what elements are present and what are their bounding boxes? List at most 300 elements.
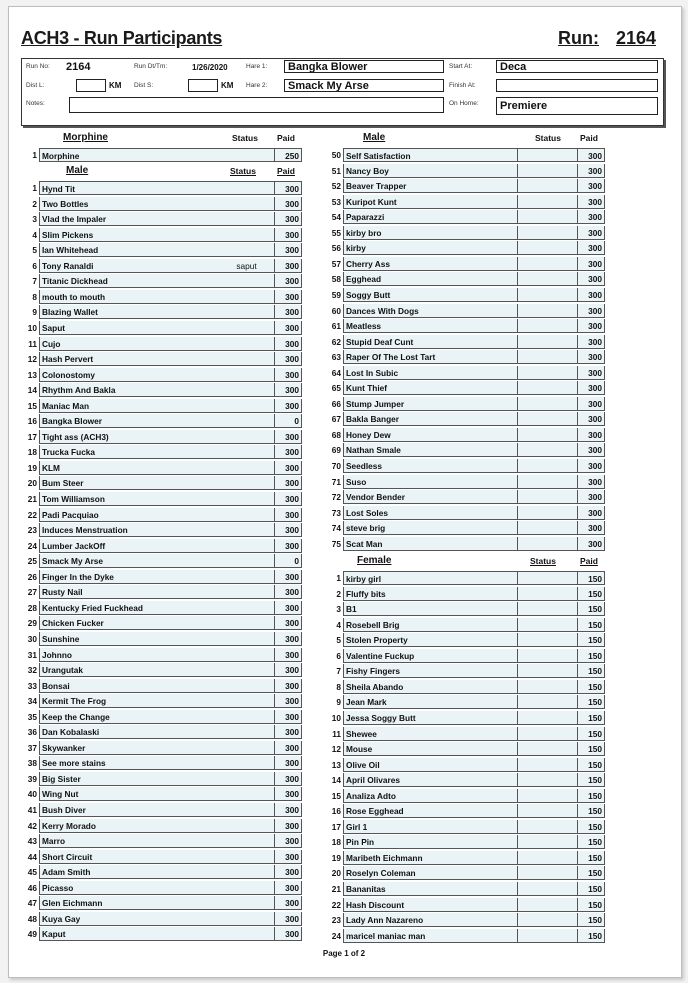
participant-row [325,571,605,586]
row-number: 69 [331,445,341,456]
participant-paid: 300 [275,492,302,506]
participant-row [21,259,302,274]
participant-status [219,756,275,770]
participant-paid: 300 [275,399,302,413]
participant-paid: 300 [578,272,605,286]
participant-paid: 300 [275,679,302,693]
participant-paid: 300 [275,850,302,864]
participant-row [325,727,605,742]
participant-paid: 300 [275,834,302,848]
participant-paid: 300 [578,428,605,442]
participant-status [518,521,578,535]
participant-row [21,850,302,865]
row-number: 38 [27,758,37,769]
row-number: 27 [27,587,37,598]
participant-row [21,414,302,429]
participant-row [325,602,605,617]
participant-status [219,570,275,584]
participant-name: Bananitas [343,882,518,896]
participant-row [21,228,302,243]
participant-name: Dances With Dogs [343,304,518,318]
participant-status [219,896,275,910]
participant-name: Lost Soles [343,506,518,520]
row-number: 12 [27,354,37,365]
participant-paid: 300 [275,508,302,522]
dist-l-label: Dist L: [26,82,45,89]
participant-row [21,601,302,616]
participant-row [325,335,605,350]
row-number: 3 [336,604,341,615]
participant-row [325,257,605,272]
participant-name: Beaver Trapper [343,179,518,193]
participant-row [325,537,605,552]
participant-status [219,352,275,366]
participant-paid: 300 [578,475,605,489]
participant-paid: 150 [578,773,605,787]
participant-paid: 300 [578,506,605,520]
row-number: 30 [27,633,37,644]
participant-name: Stolen Property [343,633,518,647]
participant-name: Hash Discount [343,898,518,912]
participant-status [518,695,578,709]
participant-status [219,865,275,879]
row-number: 9 [32,307,37,318]
participant-row [21,927,302,942]
participant-status [219,305,275,319]
row-number: 52 [331,181,341,192]
participant-paid: 150 [578,571,605,585]
participant-paid: 150 [578,587,605,601]
dist-l-value [76,79,106,92]
row-number: 43 [27,836,37,847]
row-number: 50 [331,150,341,160]
participant-row [21,383,302,398]
participant-paid: 300 [275,197,302,211]
participant-row [325,319,605,334]
participant-status [219,725,275,739]
participant-status [518,618,578,632]
participant-row [325,506,605,521]
participant-row [21,445,302,460]
participant-name: Urangutak [39,663,237,677]
participant-name: kirby bro [343,226,518,240]
row-number: 53 [331,196,341,207]
row-number: 63 [331,352,341,363]
row-number: 71 [331,476,341,487]
participant-name: Induces Menstruation [39,523,237,537]
participant-status [518,866,578,880]
row-number: 22 [331,899,341,910]
row-number: 19 [27,462,37,473]
participant-row [21,585,302,600]
participant-status [219,881,275,895]
participant-paid: 300 [275,865,302,879]
participant-paid: 150 [578,820,605,834]
participant-row [21,787,302,802]
participant-paid: 300 [275,181,302,195]
row-number: 24 [331,930,341,941]
participant-row [325,758,605,773]
participant-status [518,319,578,333]
participant-paid: 300 [578,210,605,224]
participant-row [325,898,605,913]
participant-name: Jean Mark [343,695,518,709]
participant-name: Raper Of The Lost Tart [343,350,518,364]
report-title: ACH3 - Run Participants [21,28,223,48]
participant-name: Kuripot Kunt [343,195,518,209]
male2-status-header: Status [535,133,561,143]
participant-status [518,459,578,473]
participant-name: Olive Oil [343,758,518,772]
participant-paid: 300 [275,337,302,351]
participant-name: Jessa Soggy Butt [343,711,518,725]
participant-status [518,804,578,818]
row-number: 41 [27,805,37,815]
participant-status [219,663,275,677]
participant-name: Fishy Fingers [343,664,518,678]
participant-row [325,618,605,633]
participant-paid: 300 [275,787,302,801]
participant-status [219,181,275,195]
participant-name: Skywanker [39,741,237,755]
row-number: 73 [331,507,341,518]
participant-name: Picasso [39,881,237,895]
row-number: 17 [27,431,37,442]
participant-row [325,773,605,788]
participant-row [21,663,302,678]
participant-name: Mouse [343,742,518,756]
participant-status [219,554,275,568]
participant-row [21,461,302,476]
participant-row [21,865,302,880]
participant-name: Analiza Adto [343,789,518,803]
participant-name: Meatless [343,319,518,333]
participant-paid: 300 [578,241,605,255]
row-number: 14 [331,775,341,786]
onhome-label: On Home: [449,100,479,107]
participant-paid: 300 [578,412,605,426]
participant-name: Nancy Boy [343,164,518,178]
participant-status [518,210,578,224]
participant-name: Rhythm And Bakla [39,383,237,397]
participant-status [518,179,578,193]
participant-name: Sunshine [39,632,237,646]
participant-name: Rose Egghead [343,804,518,818]
participant-name: Marro [39,834,237,848]
row-number: 20 [27,478,37,489]
participant-paid: 300 [578,366,605,380]
participant-status [219,148,275,162]
participant-name: Kermit The Frog [39,694,237,708]
finish-label: Finish At: [449,82,476,89]
row-number: 8 [336,681,341,692]
participant-name: Maniac Man [39,399,237,413]
participant-paid: 300 [275,632,302,646]
participant-name: Lady Ann Nazareno [343,913,518,927]
participant-paid: 300 [578,319,605,333]
participant-paid: 300 [275,725,302,739]
participant-name: Bangka Blower [39,414,237,428]
participant-status [518,257,578,271]
row-number: 70 [331,461,341,471]
participant-paid: 300 [275,819,302,833]
participant-name: Colonostomy [39,368,237,382]
participant-paid: 150 [578,898,605,912]
row-number: 10 [27,322,37,333]
participant-name: Padi Pacquiao [39,508,237,522]
participant-status [518,412,578,426]
participant-status [518,711,578,725]
participant-paid: 300 [578,164,605,178]
participant-status [219,445,275,459]
participant-status [219,414,275,428]
participant-row [325,179,605,194]
participant-name: Kuya Gay [39,912,237,926]
row-number: 68 [331,429,341,440]
participant-paid: 300 [275,570,302,584]
participant-paid: 150 [578,835,605,849]
participant-status [219,834,275,848]
participant-row [21,399,302,414]
row-number: 24 [27,540,37,551]
participant-name: Tight ass (ACH3) [39,430,237,444]
participant-status [518,350,578,364]
participant-status [518,727,578,741]
participant-row [21,834,302,849]
participant-paid: 300 [578,350,605,364]
participant-paid: 300 [275,430,302,444]
participant-status [219,212,275,226]
participant-row [325,148,605,163]
participant-row [325,195,605,210]
participant-row [21,181,302,196]
row-number: 1 [336,573,341,583]
row-number: 7 [32,276,37,287]
participant-status [219,772,275,786]
participant-status [219,321,275,335]
participant-name: Hynd Tit [39,181,237,195]
participant-name: Shewee [343,727,518,741]
participant-name: Fluffy bits [343,587,518,601]
participant-name: Big Sister [39,772,237,786]
participant-status [518,335,578,349]
row-number: 25 [27,556,37,567]
participant-name: Saput [39,321,237,335]
participant-paid: 150 [578,633,605,647]
participant-paid: 150 [578,913,605,927]
participant-status [518,742,578,756]
participant-paid: 150 [578,758,605,772]
participant-paid: 300 [275,694,302,708]
participant-row [21,243,302,258]
participant-status [518,537,578,551]
row-number: 7 [336,666,341,677]
participant-row [325,664,605,679]
row-number: 6 [32,260,37,271]
morphine-status-header: Status [232,133,258,143]
participant-status [219,274,275,288]
participant-row [325,210,605,225]
row-number: 66 [331,398,341,409]
female-heading: Female [357,555,392,566]
run-no-label: Run No: [26,63,50,70]
dist-s-value [188,79,218,92]
row-number: 37 [27,742,37,753]
participant-row [21,694,302,709]
row-number: 20 [331,868,341,879]
participant-status [219,399,275,413]
participant-row [325,443,605,458]
dist-s-unit: KM [221,81,234,90]
participant-status [518,304,578,318]
participant-status [518,898,578,912]
row-number: 54 [331,212,341,223]
participant-row [21,725,302,740]
participant-paid: 300 [578,148,605,162]
participant-name: Tony Ranaldi [39,259,237,273]
participant-paid: 300 [578,490,605,504]
participant-status [518,633,578,647]
participant-paid: 150 [578,929,605,943]
row-number: 35 [27,711,37,722]
participant-paid: 0 [275,554,302,568]
row-number: 23 [331,915,341,926]
participant-row [325,412,605,427]
participant-paid: 300 [275,710,302,724]
participant-name: Johnno [39,648,237,662]
row-number: 60 [331,305,341,316]
hare2-label: Hare 2: [246,82,268,89]
participant-paid: 300 [275,803,302,817]
participant-row [325,851,605,866]
participant-name: Wing Nut [39,787,237,801]
participant-status [518,443,578,457]
participant-status [219,679,275,693]
row-number: 74 [331,523,341,534]
row-number: 14 [27,385,37,396]
row-number: 11 [332,728,341,739]
participant-name: Bum Steer [39,476,237,490]
participant-row [21,710,302,725]
participant-paid: 300 [578,257,605,271]
participant-paid: 150 [578,649,605,663]
participant-paid: 300 [578,226,605,240]
row-number: 48 [27,913,37,924]
participant-status [219,819,275,833]
participant-name: maricel maniac man [343,929,518,943]
participant-name: Soggy Butt [343,288,518,302]
participant-name: Bonsai [39,679,237,693]
run-number: 2164 [616,28,657,48]
row-number: 12 [331,744,341,755]
participant-status [518,929,578,943]
participant-status [219,243,275,257]
page-footer: Page 1 of 2 [322,949,366,958]
row-number: 61 [331,321,341,332]
row-number: 21 [27,494,37,504]
participant-status [518,680,578,694]
participant-paid: 300 [275,912,302,926]
participant-row [21,305,302,320]
participant-row [325,366,605,381]
participant-name: Blazing Wallet [39,305,237,319]
participant-name: Kunt Thief [343,381,518,395]
participant-name: Two Bottles [39,197,237,211]
participant-row [325,288,605,303]
participant-status [518,164,578,178]
row-number: 3 [32,214,37,225]
participant-status [518,913,578,927]
participant-row [325,789,605,804]
participant-paid: 150 [578,851,605,865]
participant-status [219,694,275,708]
participant-name: B1 [343,602,518,616]
row-number: 29 [27,618,37,629]
row-number: 18 [331,837,341,848]
onhome-value: Premiere [496,97,658,115]
participant-paid: 150 [578,618,605,632]
row-number: 45 [27,867,37,878]
participant-paid: 300 [275,321,302,335]
row-number: 65 [331,383,341,394]
participant-paid: 300 [275,461,302,475]
morphine-paid-header: Paid [277,133,295,143]
participant-name: See more stains [39,756,237,770]
participant-paid: 150 [578,727,605,741]
participant-row [325,241,605,256]
participant-paid: 150 [578,695,605,709]
participant-row [21,197,302,212]
participant-status [219,710,275,724]
participant-name: Bakla Banger [343,412,518,426]
participant-name: Self Satisfaction [343,148,518,162]
participant-status [219,741,275,755]
row-number: 13 [331,759,341,770]
participant-name: Smack My Arse [39,554,237,568]
participant-row [21,772,302,787]
participant-row [21,337,302,352]
notes-label: Notes: [26,100,45,107]
participant-status [518,397,578,411]
participant-name: Stupid Deaf Cunt [343,335,518,349]
participant-status [518,835,578,849]
row-number: 39 [27,773,37,784]
participant-status [219,632,275,646]
participant-status: saput [219,259,275,273]
row-number: 72 [331,492,341,503]
participant-row [21,321,302,336]
participant-name: Nathan Smale [343,443,518,457]
participant-status [219,787,275,801]
participant-status [518,475,578,489]
participant-name: Adam Smith [39,865,237,879]
row-number: 15 [331,790,341,801]
participant-status [219,850,275,864]
row-number: 15 [27,400,37,411]
participant-row [325,649,605,664]
participant-paid: 300 [275,476,302,490]
row-number: 16 [331,806,341,817]
participant-status [518,366,578,380]
participant-row [21,554,302,569]
participant-status [518,587,578,601]
participant-name: Dan Kobalaski [39,725,237,739]
participant-name: April Olivares [343,773,518,787]
participant-name: Kentucky Fried Fuckhead [39,601,237,615]
dist-l-unit: KM [109,81,122,90]
participant-status [518,226,578,240]
row-number: 1 [32,183,37,193]
